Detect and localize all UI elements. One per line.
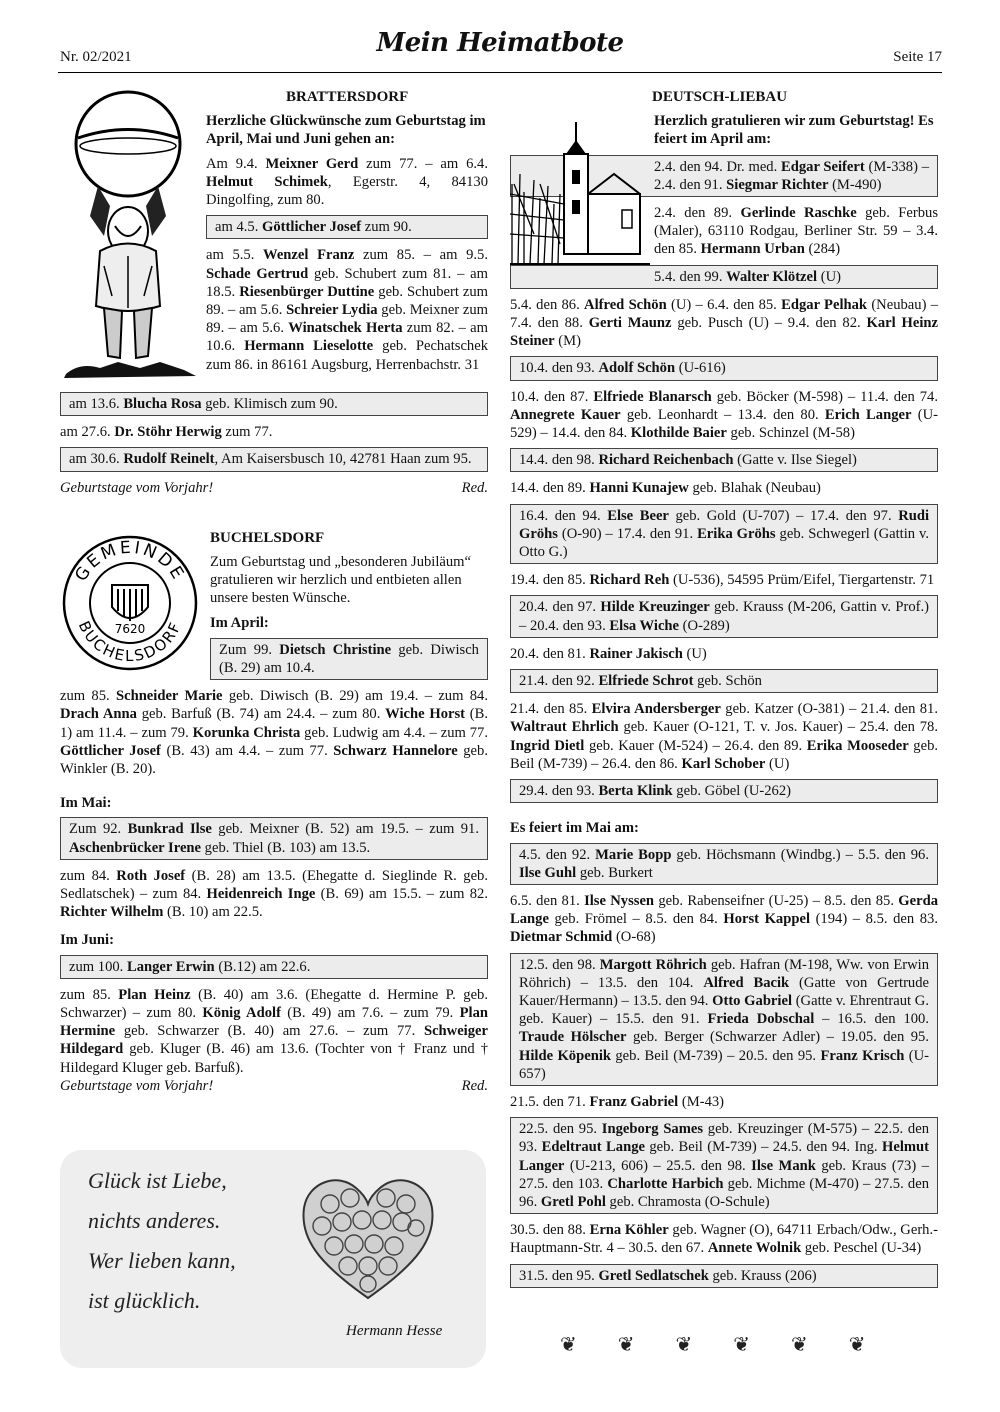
stamp-number: 7620 (114, 621, 146, 636)
signature-line (60, 1077, 488, 1095)
person-name: Meixner Gerd (265, 155, 359, 172)
person-name: Gerti Maunz (588, 315, 672, 332)
text-run: (M-490) (828, 176, 882, 193)
text-run: 14.4. den 89. (510, 480, 590, 497)
highlight-box (510, 953, 938, 1086)
person-name: Elvira Andersberger (591, 701, 721, 718)
text-run: 21.4. den 92. (519, 673, 599, 690)
highlight-box (60, 955, 488, 979)
person-name: Dietsch Christine (279, 641, 392, 658)
person-name: Gretl Sedlatschek (598, 1267, 709, 1284)
person-name: Hilde Köpenik (519, 1047, 611, 1064)
left-column (60, 86, 488, 1101)
text-run: 22.5. den 95. (519, 1121, 602, 1138)
text-run: geb. Kraus (73) – 27.5. den 103. (519, 1157, 929, 1192)
text-run: geb. Pusch (U) – 9.4. den 82. (671, 315, 867, 332)
person-name: Karl Heinz Steiner (510, 315, 938, 350)
text-run: zum 90. (361, 219, 412, 236)
text-run: (B. 10) am 22.5. (163, 904, 263, 921)
text-run: 5.4. den 99. (654, 268, 727, 285)
stamp-bottom-text: BUCHELSDORF (74, 618, 186, 665)
person-name: Adolf Schön (598, 360, 676, 377)
highlight-box (510, 504, 938, 565)
stamp-top-text: GEMEINDE (71, 537, 189, 585)
person-name: Richard Reichenbach (598, 452, 734, 469)
person-name: Ilse Nyssen (584, 892, 655, 909)
text-run: geb. Beil (M-739) – 20.5. den 95. (610, 1047, 821, 1064)
text-run: am 4.5. (215, 219, 263, 236)
person-name: Plan Hermine (60, 1005, 489, 1040)
text-run: geb. Schwarzer (B. 40) am 27.6. – zum 77. (115, 1023, 424, 1040)
quote-line: Glück ist Liebe, (88, 1168, 227, 1193)
month-heading-may: Es feiert im Mai am: (510, 820, 639, 837)
section-title-buchelsdorf: BUCHELSDORF (210, 529, 325, 546)
person-name: Erna Köhler (589, 1222, 669, 1239)
text-run: 10.4. den 93. (519, 360, 599, 377)
signature-line (60, 479, 488, 497)
person-name: Wenzel Franz (263, 247, 355, 264)
note-previous-year: Geburtstage vom Vorjahr! (60, 479, 214, 496)
person-name: Richard Reh (589, 572, 670, 589)
person-name: Edeltraut Lange (541, 1139, 645, 1156)
decorative-ornaments: ❦ ❦ ❦ ❦ ❦ ❦ (560, 1334, 884, 1356)
text-run: (M-43) (678, 1093, 725, 1110)
text-run: geb. Böcker (M-598) – 11.4. den 74. (711, 388, 938, 405)
text-run: geb. Thiel (B. 103) am 13.5. (201, 839, 371, 856)
text-run: geb. Frömel – 8.5. den 84. (548, 911, 724, 928)
person-name: Rainer Jakisch (589, 645, 683, 662)
text-run: (B. 28) am 13.5. (Ehegatte d. Sieglinde R. geb. Sedlatschek) – zum 84. (60, 867, 488, 903)
birthday-paragraph (510, 571, 938, 589)
deutsch-liebau-intro: Herzlich gratulieren wir zum Geburtstag! Es feiert im April am: (654, 113, 934, 148)
text-run: geb. Gold (U-707) – 17.4. den 97. (668, 507, 899, 524)
text-run: zum 77. – am 6.4. (358, 155, 488, 172)
person-name: Marie Bopp (595, 846, 672, 863)
editor-mark: Red. (461, 479, 488, 496)
text-run: zum 100. (69, 958, 127, 975)
text-run: (M) (554, 333, 581, 350)
note-previous-year: Geburtstage vom Vorjahr! (60, 1077, 214, 1094)
birthday-paragraph (510, 388, 938, 443)
person-name: Schneider Marie (115, 688, 223, 705)
person-name: Siegmar Richter (726, 176, 829, 193)
person-name: Gretl Pohl (540, 1193, 606, 1210)
text-run: geb. Krauss (M-206, Gattin v. Prof.) – 20.4. den 93. (519, 599, 929, 634)
text-run: geb. Diwisch (B. 29) am 10.4. (219, 641, 479, 677)
person-name: Erich Langer (824, 406, 912, 423)
editor-mark: Red. (461, 1077, 488, 1094)
person-name: Erika Mooseder (806, 737, 909, 754)
text-run: geb. Kauer (M-524) – 26.4. den 89. (584, 737, 807, 754)
month-heading-april: Im April: (210, 614, 269, 631)
person-name: Göttlicher Josef (60, 742, 161, 759)
text-run: geb. Schubert zum 81. – am 18.5. (206, 265, 488, 300)
highlight-box (210, 638, 488, 680)
person-name: Heidenreich Inge (206, 886, 316, 903)
person-name: Traude Hölscher (519, 1029, 627, 1046)
text-run: geb. Höchsmann (Windbg.) – 5.5. den 96. (671, 846, 929, 863)
text-run: (B. 43) am 4.4. – zum 77. (160, 742, 334, 759)
text-run: geb. Beil (M-739) – 26.4. den 86. (510, 737, 939, 772)
text-run: (M-338) – 2.4. den 91. (654, 158, 930, 193)
person-name: Hilde Kreuzinger (600, 599, 710, 616)
right-column (510, 86, 938, 1295)
text-run: (Gatte v. Ilse Siegel) (733, 452, 857, 469)
text-run: (Gatte v. Ehrentraut G. geb. Kauer) – 15.5. den 91. (519, 992, 929, 1028)
text-run: 21.5. den 71. (510, 1093, 590, 1110)
person-name: Walter Klötzel (726, 268, 818, 285)
highlight-box (510, 595, 938, 637)
person-name: Annegrete Kauer (510, 406, 621, 423)
text-run: geb. Meixner (B. 52) am 19.5. – zum 91. (211, 821, 479, 838)
text-run: (Gatte von Gertrude Kauer/Hermann) – 13.5. den 94. (519, 974, 930, 1009)
person-name: Elsa Wiche (609, 617, 680, 634)
text-run: geb. Winkler (B. 20). (60, 742, 488, 778)
person-name: Hermann Lieselotte (244, 338, 374, 355)
text-run: geb. Krauss (206) (708, 1267, 817, 1284)
person-name: Dr. Stöhr Herwig (114, 424, 222, 441)
person-name: Berta Klink (598, 783, 673, 800)
text-run: geb. Wagner (O), 64711 Erbach/Odw., Gerh.-Hauptmann-Str. 4 – 30.5. den 67. (510, 1222, 938, 1257)
person-name: Langer Erwin (126, 958, 215, 975)
brattersdorf-paragraph (206, 246, 488, 373)
text-run: Am 9.4. (206, 155, 266, 172)
text-run: (U) – 6.4. den 85. (666, 296, 782, 313)
text-run: Zum 92. (69, 821, 128, 838)
person-name: Elfriede Schrot (598, 673, 694, 690)
text-run: geb. Kreuzinger (M-575) – 22.5. den 93. (519, 1121, 929, 1156)
text-run: geb. Schön (693, 673, 762, 690)
highlight-box (510, 1264, 938, 1288)
buchelsdorf-paragraph (60, 986, 488, 1077)
person-name: König Adolf (202, 1005, 281, 1022)
person-name: Rudolf Reinelt (123, 451, 215, 468)
text-run: (U) (765, 755, 790, 772)
person-name: Wiche Horst (385, 706, 466, 723)
highlight-box (510, 779, 938, 803)
highlight-box (510, 448, 938, 472)
birthday-paragraph (510, 700, 938, 773)
text-run: geb. Beil (M-739) – 24.5. den 94. Ing. (644, 1139, 882, 1156)
issue-number: Nr. 02/2021 (60, 49, 132, 65)
person-name: Helmut Schimek (206, 173, 328, 190)
text-run: am 30.6. (69, 451, 124, 468)
quote-box (60, 1150, 486, 1368)
text-run: geb. Chramosta (O-Schule) (605, 1193, 770, 1210)
text-run: geb. Göbel (U-262) (672, 783, 791, 800)
birthday-paragraph (510, 1093, 938, 1111)
text-run: geb. Schubert zum 89. – am 5.6. (206, 283, 489, 319)
person-name: Bunkrad Ilse (127, 821, 212, 838)
person-name: Ingrid Dietl (510, 737, 585, 754)
text-run: (O-289) (679, 617, 730, 634)
highlight-box (510, 1117, 938, 1214)
quote-line: nichts anderes. (88, 1208, 221, 1233)
person-name: Schreier Lydia (286, 302, 378, 319)
person-name: Horst Kappel (723, 911, 810, 928)
text-run: geb. Meixner zum 89. – am 5.6. (206, 302, 488, 337)
person-name: Hermann Urban (700, 241, 805, 258)
text-run: 14.4. den 98. (519, 452, 599, 469)
section-title-deutsch-liebau: DEUTSCH-LIEBAU (652, 89, 788, 105)
person-name: Roth Josef (116, 867, 186, 884)
text-run: 10.4. den 87. (510, 388, 594, 405)
buchelsdorf-stamp (60, 533, 200, 673)
person-name: Margott Röhrich (599, 956, 707, 973)
person-name: Göttlicher Josef (262, 219, 362, 236)
rose-heart-icon (298, 1168, 438, 1303)
text-run: geb. Michme (M-470) – 27.5. den 96. (519, 1175, 929, 1210)
text-run: (U-616) (675, 360, 726, 377)
text-run: 5.4. den 86. (510, 296, 585, 313)
person-name: Waltraut Ehrlich (510, 719, 619, 736)
person-name: Aschenbrücker Irene (69, 839, 202, 856)
text-run: geb. Diwisch (B. 29) am 19.4. – zum 84. (222, 688, 489, 705)
person-name: Alfred Schön (584, 296, 667, 313)
text-run: 29.4. den 93. (519, 783, 599, 800)
birthday-paragraph (510, 479, 938, 497)
text-run: 2.4. den 94. Dr. med. (654, 158, 781, 175)
text-run: (B. 69) am 15.5. – zum 82. (315, 886, 488, 903)
text-run: (B. 40) am 3.6. (Ehegatte d. Hermine P. geb. Schwarzer) – zum 80. (60, 986, 488, 1022)
text-run: geb. Kluger (B. 46) am 13.6. (Tochter von † Franz und † Hildegard Kluger geb. Barfuß). (60, 1041, 488, 1076)
person-name: Annete Wolnik (707, 1240, 802, 1257)
highlight-box (510, 843, 938, 885)
text-run: – 16.5. den 100. (814, 1011, 929, 1028)
person-name: Winatschek Herta (288, 320, 403, 337)
highlight-box (60, 817, 488, 859)
text-run: 20.4. den 81. (510, 645, 590, 662)
person-name: Ilse Mank (751, 1157, 816, 1174)
text-run: geb. Ferbus (Maler), 63110 Rodgau, Berliner Str. 59 – 3.4. den 85. (654, 205, 938, 258)
person-name: Else Beer (607, 507, 669, 524)
person-name: Drach Anna (60, 706, 137, 723)
birthday-paragraph (510, 645, 938, 663)
text-run: (U) (682, 645, 707, 662)
person-name: Alfred Bacik (703, 974, 790, 991)
text-run: 4.5. den 92. (519, 846, 596, 863)
text-run: geb. Peschel (U-34) (801, 1240, 922, 1257)
text-run: geb. Schinzel (M-58) (726, 425, 855, 442)
person-name: Schade Gertrud (206, 265, 309, 282)
text-run: 20.4. den 97. (519, 599, 601, 616)
person-name: Karl Schober (681, 755, 766, 772)
text-run: , Am Kaisersbusch 10, 42781 Haan zum 95. (214, 451, 472, 468)
person-name: Otto Gabriel (712, 992, 792, 1009)
person-name: Ilse Guhl (519, 864, 577, 881)
birthday-paragraph (510, 296, 938, 351)
birthday-paragraph (510, 1221, 938, 1257)
highlight-box (510, 356, 938, 380)
quote-author: Hermann Hesse (346, 1323, 443, 1339)
highlight-box (60, 392, 488, 416)
person-name: Franz Krisch (820, 1047, 905, 1064)
text-run: (U-657) (519, 1047, 929, 1082)
text-run: geb. Kauer (O-121, T. v. Jos. Kauer) – 25.4. den 78. (618, 719, 938, 736)
text-run: am 13.6. (69, 396, 124, 412)
quote-line: ist glücklich. (88, 1288, 201, 1313)
text-run: zum 85. – am 9.5. (354, 247, 488, 264)
text-run: (B.12) am 22.6. (214, 958, 311, 975)
text-run: geb. Rabenseifner (U-25) – 8.5. den 85. (654, 892, 899, 909)
highlight-box (510, 669, 938, 693)
person-name: Gerda Lange (510, 892, 939, 928)
section-title-brattersdorf: BRATTERSDORF (286, 89, 409, 105)
brattersdorf-paragraph (60, 423, 488, 441)
birthday-paragraph (510, 892, 938, 947)
text-run: 21.4. den 85. (510, 701, 592, 718)
text-run: zum 85. (60, 986, 119, 1003)
text-run: Zum 99. (219, 641, 280, 658)
text-run: 16.4. den 94. (519, 507, 608, 524)
highlight-box (60, 447, 488, 471)
person-name: Schweiger Hildegard (60, 1023, 488, 1058)
text-run: geb. Schwegerl (Gattin v. Otto G.) (519, 525, 930, 561)
person-name: Elfriede Blanarsch (593, 388, 712, 405)
person-name: Hanni Kunajew (589, 480, 689, 497)
text-run: (U-529) – 14.4. den 84. (510, 406, 938, 442)
text-run: , Egerstr. 4, 84130 Dingolfing, zum 80. (206, 173, 488, 209)
text-run: (194) – 8.5. den 83. (810, 911, 938, 928)
text-run: geb. Berger (Schwarzer Adler) – 19.05. den 95. (626, 1029, 930, 1046)
text-run: zum 82. – am 10.6. (206, 320, 489, 355)
atlas-statue-illustration (60, 86, 200, 386)
text-run: (B. 49) am 7.6. – zum 79. (280, 1005, 460, 1022)
text-run: geb. Pechatschek zum 86. in 86161 Augsburg, Herrenbachstr. 31 (206, 338, 488, 373)
buchelsdorf-paragraph (60, 687, 488, 778)
quote-line: Wer lieben kann, (88, 1248, 236, 1273)
person-name: Richter Wilhelm (60, 904, 164, 921)
text-run: (B. 1) am 11.4. – zum 79. (60, 706, 489, 741)
person-name: Korunka Christa (192, 724, 301, 741)
text-run: geb. Barfuß (B. 74) am 24.4. – zum 80. (136, 706, 386, 723)
text-run: geb. Hafran (M-198, Ww. von Erwin Röhrich) – 13.5. den 104. (519, 956, 929, 991)
person-name: Edgar Seifert (781, 158, 865, 175)
person-name: Helmut Langer (519, 1139, 930, 1174)
person-name: Dietmar Schmid (510, 929, 613, 946)
text-run: 12.5. den 98. (519, 956, 600, 973)
highlight-box (206, 215, 488, 239)
person-name: Charlotte Harbich (607, 1175, 724, 1192)
person-name: Frieda Dobschal (707, 1011, 815, 1028)
person-name: Gerlinde Raschke (740, 205, 857, 222)
text-run: 31.5. den 95. (519, 1267, 599, 1284)
person-name: Schwarz Hannelore (333, 742, 458, 759)
text-run: geb. Leonhardt – 13.4. den 80. (620, 406, 825, 423)
text-run: geb. Katzer (O-381) – 21.4. den 81. (720, 701, 938, 718)
text-run: geb. Burkert (576, 864, 653, 881)
brattersdorf-paragraph (206, 155, 488, 210)
text-run: (O-90) – 17.4. den 91. (557, 525, 698, 542)
person-name: Riesenbürger Duttine (239, 283, 375, 300)
text-run: zum 77. (221, 424, 273, 441)
person-name: Ingeborg Sames (601, 1121, 704, 1138)
person-name: Erika Gröhs (697, 525, 776, 542)
text-run: 30.5. den 88. (510, 1222, 590, 1239)
text-run: (U-213, 606) – 25.5. den 98. (564, 1157, 752, 1174)
buchelsdorf-paragraph (60, 867, 488, 922)
brattersdorf-intro: Herzliche Glückwünsche zum Geburtstag im April, Mai und Juni gehen an: (206, 113, 486, 148)
person-name: Rudi Gröhs (519, 507, 930, 542)
text-run: 6.5. den 81. (510, 892, 585, 909)
month-heading-may: Im Mai: (60, 795, 112, 812)
text-run: zum 85. (60, 688, 116, 705)
text-run: am 5.5. (206, 247, 264, 264)
text-run: (Neubau) – 7.4. den 88. (510, 296, 938, 332)
text-run: am 27.6. (60, 424, 115, 441)
text-run: geb. Ludwig am 4.4. – zum 77. (300, 724, 488, 741)
text-run: (U) (817, 268, 841, 285)
person-name: Klothilde Baier (630, 425, 727, 442)
person-name: Plan Heinz (118, 986, 191, 1003)
buchelsdorf-intro: Zum Geburtstag und „besonderen Jubiläum“ gratulieren wir herzlich und entbieten allen unsere besten Wünsche. (210, 554, 471, 607)
month-heading-june: Im Juni: (60, 932, 114, 949)
text-run: zum 84. (60, 867, 117, 884)
text-run: (O-68) (612, 929, 656, 946)
text-run: 19.4. den 85. (510, 572, 590, 589)
birthday-list (510, 155, 938, 1288)
text-run: geb. Klimisch zum 90. (201, 396, 338, 412)
text-run: (284) (804, 241, 841, 258)
church-illustration (510, 114, 650, 274)
person-name: Franz Gabriel (589, 1093, 679, 1110)
text-run: geb. Blahak (Neubau) (688, 480, 821, 497)
newspaper-masthead: Mein Heimatbote (376, 28, 624, 58)
text-run: 2.4. den 89. (654, 205, 741, 222)
text-run: (U-536), 54595 Prüm/Eifel, Tiergartenstr. 71 (669, 572, 935, 589)
page-number: Seite 17 (893, 49, 942, 65)
person-name: Blucha Rosa (123, 396, 202, 412)
person-name: Edgar Pelhak (781, 296, 868, 313)
header-rule (58, 72, 942, 73)
